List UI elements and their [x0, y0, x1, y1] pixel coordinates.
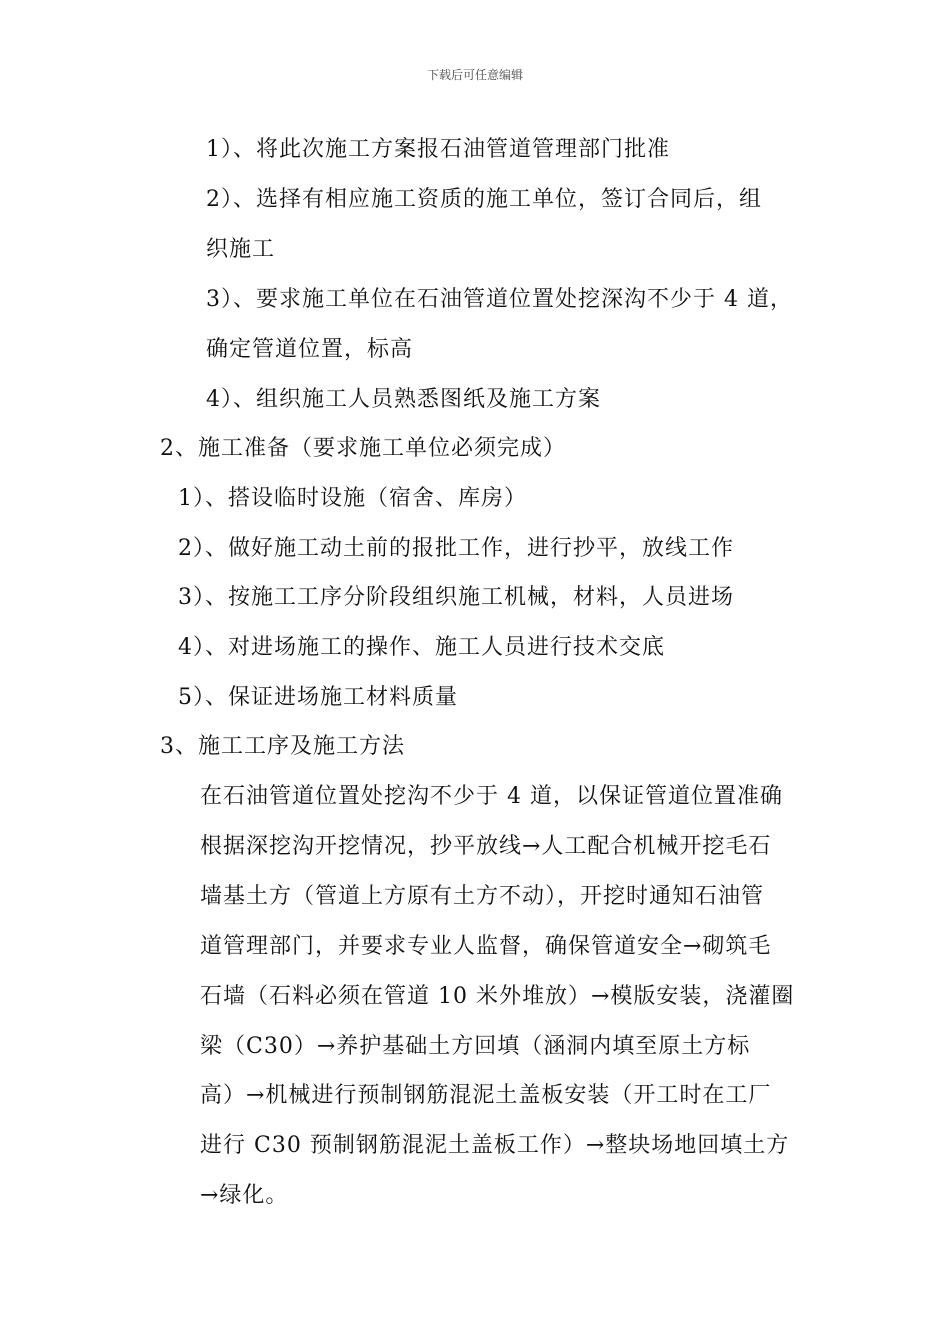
- paragraph-line: 在石油管道位置处挖沟不少于 4 道，以保证管道位置准确: [200, 784, 783, 809]
- paragraph-line: 石墙（石料必须在管道 10 米外堆放）→模版安装，浇灌圈: [200, 984, 795, 1009]
- list-item-continuation: 织施工: [206, 237, 276, 262]
- list-item: 4）、对进场施工的操作、施工人员进行技术交底: [178, 635, 665, 660]
- section-heading: 2、施工准备（要求施工单位必须完成）: [160, 436, 566, 461]
- paragraph-line: 梁（C30）→养护基础土方回填（涵洞内填至原土方标: [200, 1034, 751, 1059]
- list-item: 5）、保证进场施工材料质量: [178, 685, 458, 710]
- paragraph-line: 道管理部门，并要求专业人监督，确保管道安全→砌筑毛: [200, 934, 772, 959]
- list-item-continuation: 确定管道位置，标高: [206, 337, 414, 362]
- list-item: 1）、将此次施工方案报石油管道管理部门批准: [206, 137, 670, 162]
- section-heading: 3、施工工序及施工方法: [160, 734, 405, 759]
- paragraph-line: 高）→机械进行预制钢筋混泥土盖板安装（开工时在工厂: [200, 1083, 772, 1108]
- page-header: 下载后可任意编辑: [426, 68, 523, 82]
- list-item: 3）、要求施工单位在石油管道位置处挖深沟不少于 4 道，: [206, 287, 793, 312]
- paragraph-line: 墙基土方（管道上方原有土方不动），开挖时通知石油管: [200, 884, 765, 909]
- list-item: 4）、组织施工人员熟悉图纸及施工方案: [206, 387, 601, 412]
- list-item: 2）、做好施工动土前的报批工作，进行抄平，放线工作: [178, 536, 734, 561]
- paragraph-line: 进行 C30 预制钢筋混泥土盖板工作）→整块场地回填土方: [200, 1133, 790, 1158]
- list-item: 2）、选择有相应施工资质的施工单位，签订合同后，组: [206, 187, 762, 212]
- list-item: 1）、搭设临时设施（宿舍、库房）: [178, 486, 527, 511]
- paragraph-line: 根据深挖沟开挖情况，抄平放线→人工配合机械开挖毛石: [200, 834, 772, 859]
- list-item: 3）、按施工工序分阶段组织施工机械，材料，人员进场: [178, 585, 734, 610]
- paragraph-line: →绿化。: [200, 1183, 289, 1208]
